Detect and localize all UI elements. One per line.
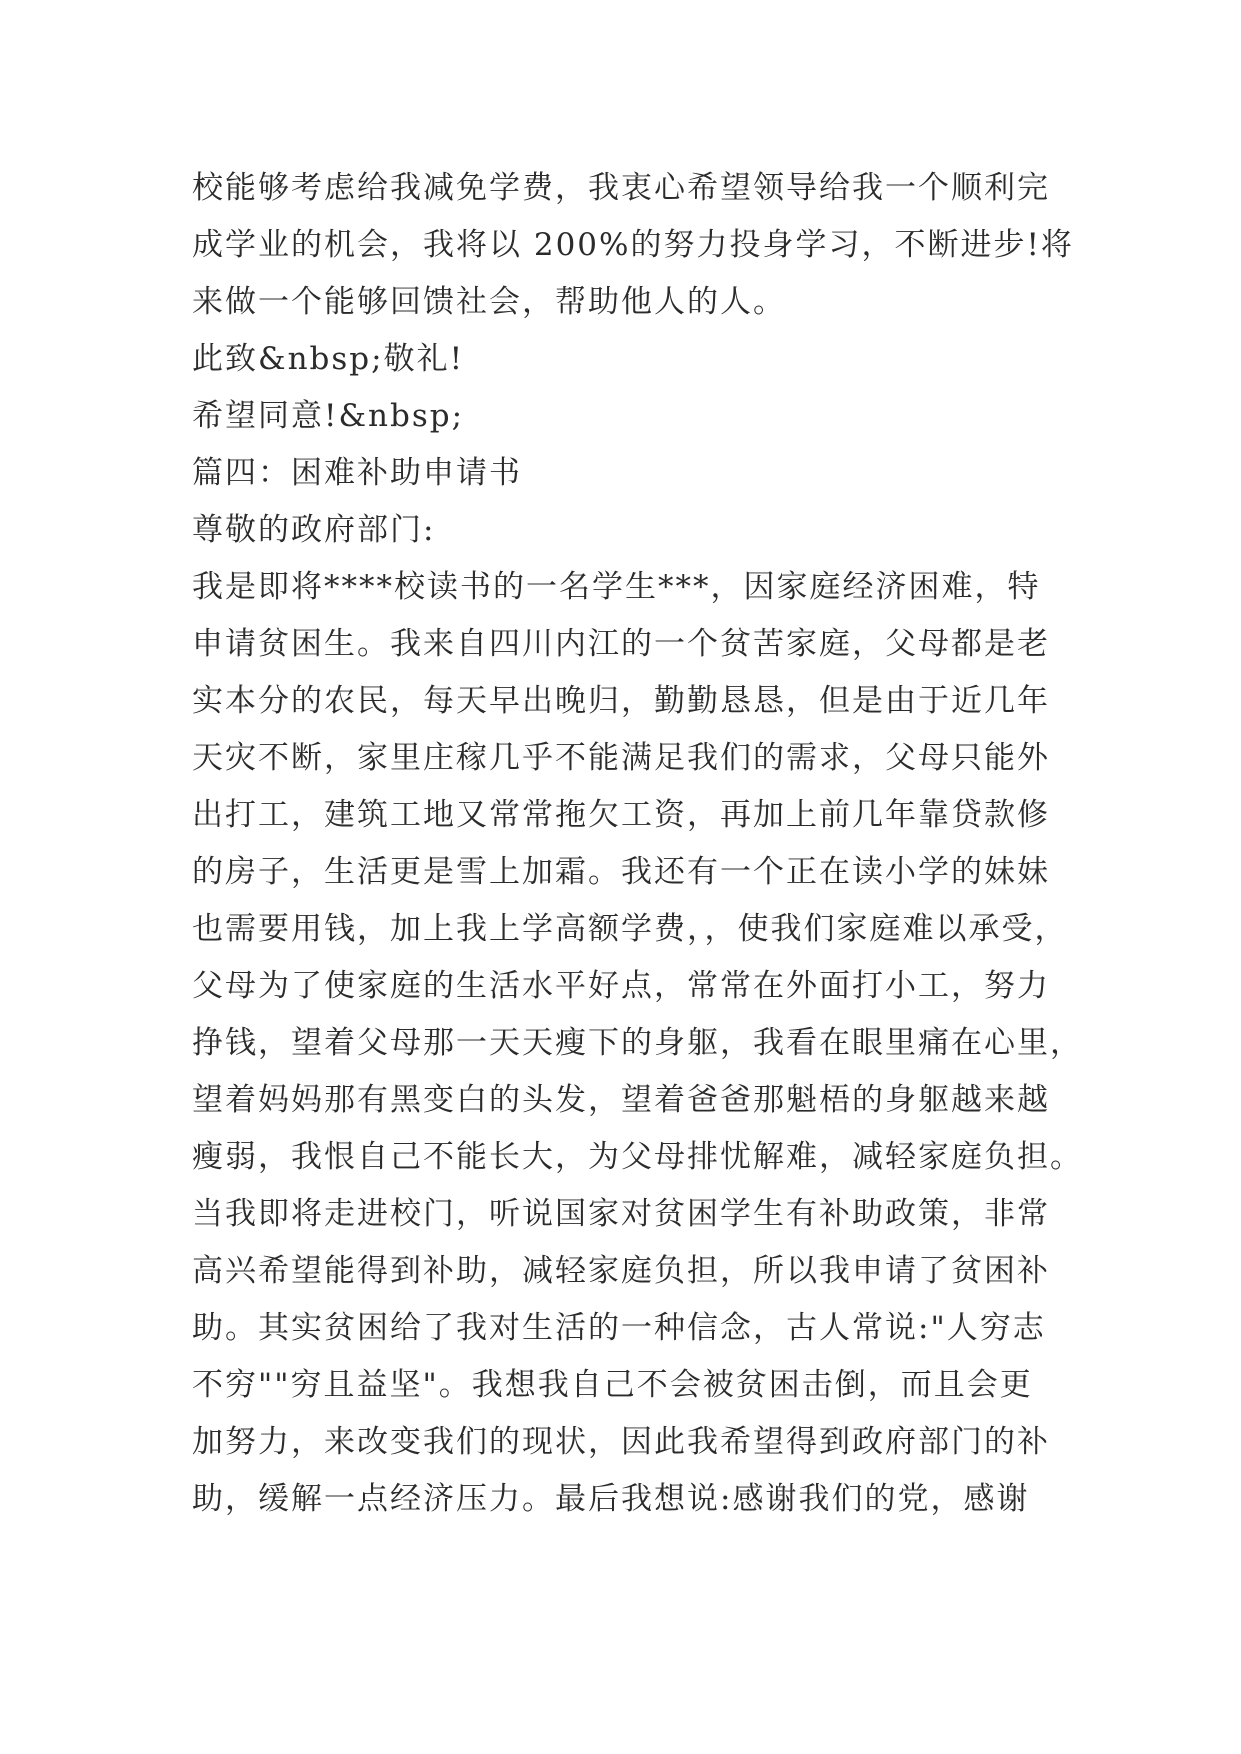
document-body bbox=[192, 160, 1083, 1528]
letter-salutation: 尊敬的政府部门: bbox=[192, 512, 436, 548]
text-line: 助。其实贫困给了我对生活的一种信念，古人常说:"人穷志 bbox=[192, 1310, 1046, 1346]
text-line: 申请贫困生。我来自四川内江的一个贫苦家庭，父母都是老 bbox=[192, 626, 1050, 662]
closing-request: 希望同意!&nbsp; bbox=[192, 398, 465, 434]
text-line: 的房子，生活更是雪上加霜。我还有一个正在读小学的妹妹 bbox=[192, 854, 1050, 890]
section-heading: 篇四：困难补助申请书 bbox=[192, 455, 522, 491]
text-line: 不穷""穷且益坚"。我想我自己不会被贫困击倒，而且会更 bbox=[192, 1367, 1033, 1403]
text-line: 当我即将走进校门，听说国家对贫困学生有补助政策，非常 bbox=[192, 1196, 1050, 1232]
text-line: 出打工，建筑工地又常常拖欠工资，再加上前几年靠贷款修 bbox=[192, 797, 1050, 833]
text-line: 天灾不断，家里庄稼几乎不能满足我们的需求，父母只能外 bbox=[192, 740, 1050, 776]
text-line: 助，缓解一点经济压力。最后我想说:感谢我们的党，感谢 bbox=[192, 1481, 1030, 1517]
text-line: 加努力，来改变我们的现状，因此我希望得到政府部门的补 bbox=[192, 1424, 1050, 1460]
text-line: 成学业的机会，我将以 200%的努力投身学习，不断进步!将 bbox=[192, 227, 1074, 263]
text-line: 挣钱，望着父母那一天天瘦下的身躯，我看在眼里痛在心里， bbox=[192, 1025, 1083, 1061]
text-line: 也需要用钱，加上我上学高额学费，，使我们家庭难以承受， bbox=[192, 911, 1068, 947]
text-line: 望着妈妈那有黑变白的头发，望着爸爸那魁梧的身躯越来越 bbox=[192, 1082, 1050, 1118]
text-line: 来做一个能够回馈社会，帮助他人的人。 bbox=[192, 284, 786, 320]
text-line: 瘦弱，我恨自己不能长大，为父母排忧解难，减轻家庭负担。 bbox=[192, 1139, 1083, 1175]
text-line: 校能够考虑给我减免学费，我衷心希望领导给我一个顺利完 bbox=[192, 170, 1050, 206]
text-line: 高兴希望能得到补助，减轻家庭负担，所以我申请了贫困补 bbox=[192, 1253, 1050, 1289]
closing-salutation: 此致&nbsp;敬礼! bbox=[192, 341, 465, 377]
text-line: 我是即将****校读书的一名学生***，因家庭经济困难，特 bbox=[192, 569, 1041, 605]
text-line: 父母为了使家庭的生活水平好点，常常在外面打小工，努力 bbox=[192, 968, 1050, 1004]
text-line: 实本分的农民，每天早出晚归，勤勤恳恳，但是由于近几年 bbox=[192, 683, 1050, 719]
